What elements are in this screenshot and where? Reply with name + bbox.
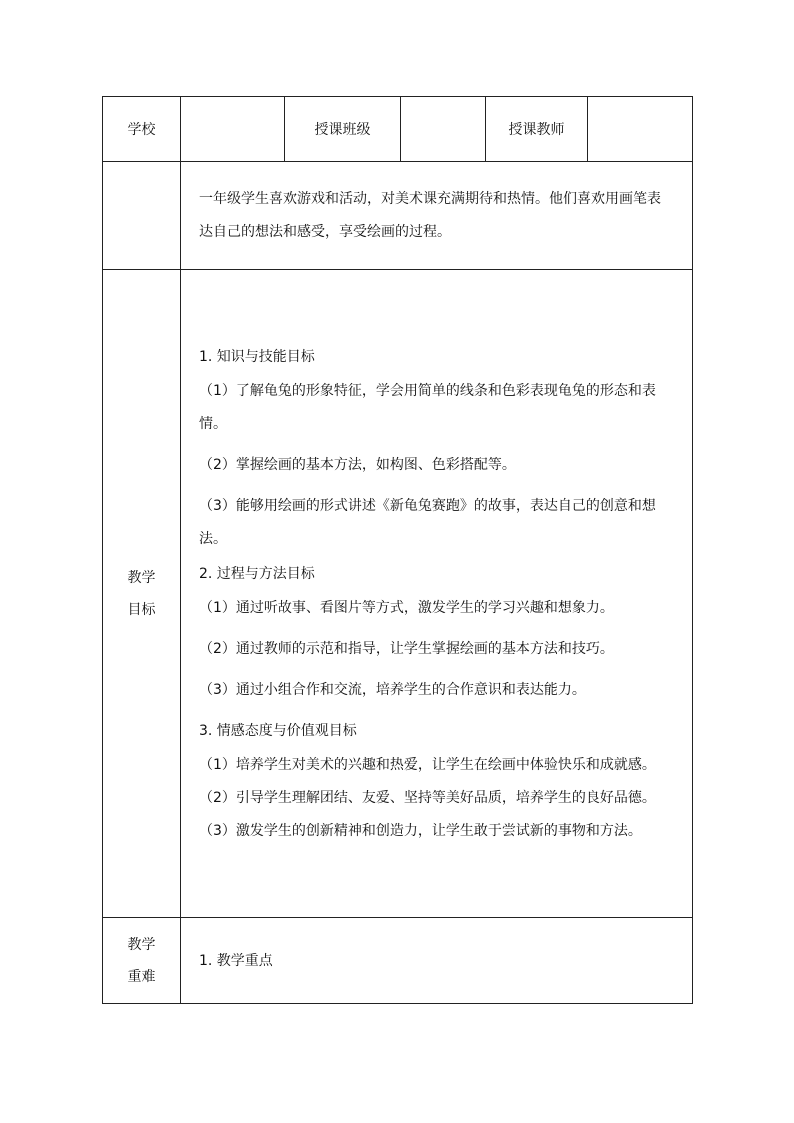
objective-item: （1）培养学生对美术的兴趣和热爱，让学生在绘画中体验快乐和成就感。 — [199, 757, 656, 773]
keypoints-label — [103, 918, 181, 1004]
school-label: 学校 — [103, 97, 181, 162]
analysis-cell — [181, 162, 693, 270]
objectives-label — [103, 270, 181, 918]
objective-item: （3）通过小组合作和交流，培养学生的合作意识和表达能力。 — [199, 682, 586, 698]
analysis-label — [103, 162, 181, 270]
lesson-plan-table — [102, 96, 693, 1004]
section-title: 1. 知识与技能目标 — [199, 349, 315, 365]
objective-item: （2）引导学生理解团结、友爱、坚持等美好品质，培养学生的良好品德。 — [199, 790, 656, 806]
objective-item: （1）通过听故事、看图片等方式，激发学生的学习兴趣和想象力。 — [199, 600, 614, 616]
class-value — [401, 97, 486, 162]
objective-item: （2）通过教师的示范和指导，让学生掌握绘画的基本方法和技巧。 — [199, 641, 614, 657]
objectives-cell — [181, 270, 693, 918]
analysis-text: 一年级学生喜欢游戏和活动，对美术课充满期待和热情。他们喜欢用画笔表达自己的想法和感受，享受绘画的过程。 — [199, 190, 661, 240]
objective-item: （3）激发学生的创新精神和创造力，让学生敢于尝试新的事物和方法。 — [199, 823, 642, 839]
keypoints-row — [103, 918, 693, 1004]
keypoints-label-line1: 教学 — [127, 936, 156, 953]
teacher-label: 授课教师 — [486, 97, 588, 162]
keypoints-label-line2: 重难 — [127, 968, 156, 985]
school-value — [181, 97, 285, 162]
section-title: 3. 情感态度与价值观目标 — [199, 723, 357, 739]
section-title: 2. 过程与方法目标 — [199, 566, 315, 582]
keypoints-cell — [181, 918, 693, 1004]
objectives-label-line1: 教学 — [127, 569, 156, 586]
objective-item: （3）能够用绘画的形式讲述《新龟兔赛跑》的故事，表达自己的创意和想法。 — [199, 498, 656, 547]
objective-item: （2）掌握绘画的基本方法，如构图、色彩搭配等。 — [199, 457, 516, 473]
header-row — [103, 97, 693, 162]
objective-item: （1）了解龟兔的形象特征，学会用简单的线条和色彩表现龟兔的形态和表情。 — [199, 383, 656, 432]
analysis-row — [103, 162, 693, 270]
class-label: 授课班级 — [285, 97, 401, 162]
keypoints-first-item: 1. 教学重点 — [199, 952, 273, 969]
objectives-label-line2: 目标 — [127, 601, 156, 618]
teacher-value — [588, 97, 693, 162]
objectives-row — [103, 270, 693, 918]
